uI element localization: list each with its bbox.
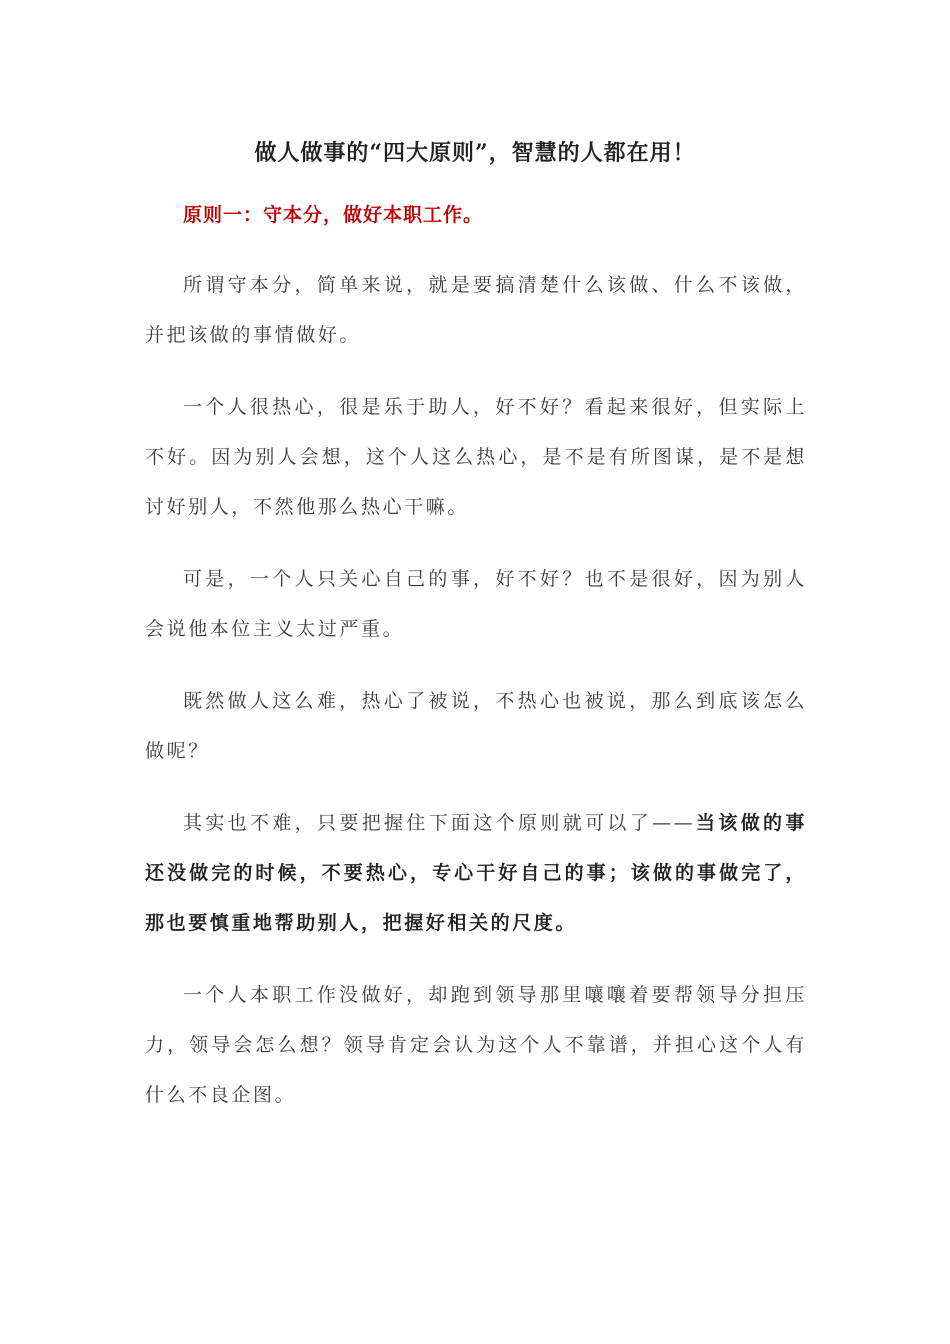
principle-paragraph bbox=[145, 798, 807, 948]
document-title: 做人做事的“四大原则”，智慧的人都在用！ bbox=[254, 140, 696, 166]
principle-bold-text: 当该做的事还没做完的时候，不要热心，专心干好自己的事；该做的事做完了，那也要慎重地帮助别人，把握好相关的尺度。 bbox=[145, 812, 807, 934]
paragraph: 所谓守本分，简单来说，就是要搞清楚什么该做、什么不该做，并把该做的事情做好。 bbox=[145, 274, 807, 346]
paragraph: 既然做人这么难，热心了被说，不热心也被说，那么到底该怎么做呢？ bbox=[145, 690, 807, 762]
closing-paragraph: 一个人本职工作没做好，却跑到领导那里嚷嚷着要帮领导分担压力，领导会怎么想？领导肯定会认为这个人不靠谱，并担心这个人有什么不良企图。 bbox=[145, 984, 807, 1106]
paragraph: 可是，一个人只关心自己的事，好不好？也不是很好，因为别人会说他本位主义太过严重。 bbox=[145, 568, 807, 640]
section-heading: 原则一：守本分，做好本职工作。 bbox=[183, 204, 484, 226]
document-body bbox=[145, 196, 807, 1142]
principle-lead-text: 其实也不难，只要把握住下面这个原则就可以了—— bbox=[183, 812, 696, 834]
paragraph: 一个人很热心，很是乐于助人，好不好？看起来很好，但实际上不好。因为别人会想，这个人这么热心，是不是有所图谋，是不是想讨好别人，不然他那么热心干嘛。 bbox=[145, 396, 807, 518]
